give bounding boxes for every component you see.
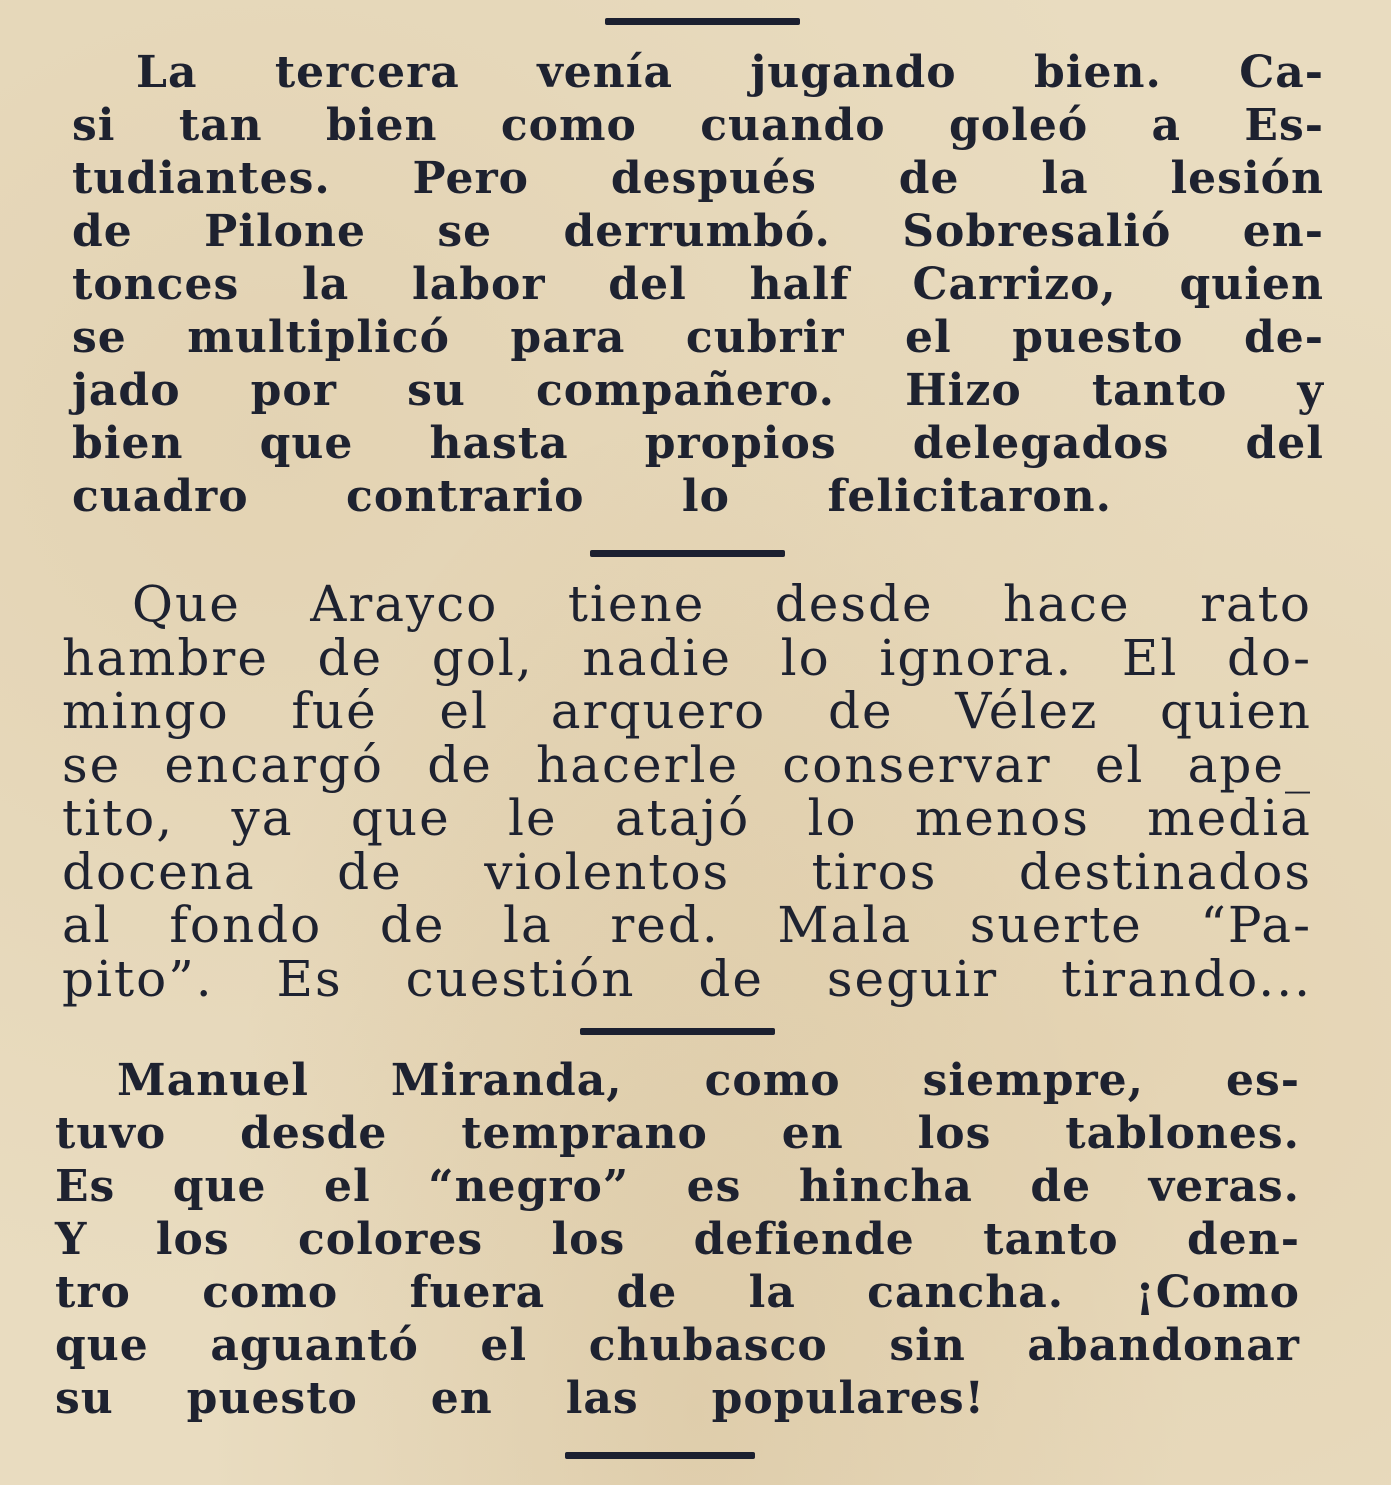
section-divider (590, 550, 785, 557)
text-line: jado por su compañero. Hizo tanto y (72, 365, 1324, 416)
text-line: cuadro contrario lo felicitaron. (72, 471, 1112, 522)
text-line: Y los colores los defiende tanto den- (55, 1214, 1300, 1265)
text-line: su puesto en las populares! (55, 1373, 985, 1424)
text-line: Es que el “negro” es hincha de veras. (55, 1161, 1300, 1212)
text-line: tudiantes. Pero después de la lesión (72, 153, 1324, 204)
text-line: de Pilone se derrumbó. Sobresalió en- (72, 206, 1324, 257)
text-line: al fondo de la red. Mala suerte “Pa- (62, 896, 1312, 954)
text-line: docena de violentos tiros destinados (62, 842, 1312, 901)
text-line: bien que hasta propios delegados del (72, 418, 1324, 469)
text-line: Que Arayco tiene desde hace rato (132, 575, 1312, 633)
section-divider (565, 1452, 755, 1459)
paragraph-manuel-miranda (55, 1054, 1300, 1425)
text-line: Manuel Miranda, como siempre, es- (117, 1055, 1300, 1106)
text-line: se multiplicó para cubrir el puesto de- (72, 312, 1324, 363)
text-line: tuvo desde temprano en los tablones. (55, 1108, 1300, 1159)
section-divider (605, 18, 800, 25)
text-line: tro como fuera de la cancha. ¡Como (55, 1267, 1300, 1318)
text-line: La tercera venía jugando bien. Ca- (136, 47, 1324, 98)
text-line: mingo fué el arquero de Vélez quien (62, 682, 1312, 740)
text-line: que aguantó el chubasco sin abandonar (55, 1320, 1300, 1371)
text-line: hambre de gol, nadie lo ignora. El do- (62, 628, 1312, 687)
cut-off-text-fragment (180, 1470, 1180, 1485)
text-line: pito”. Es cuestión de seguir tirando... (62, 949, 1312, 1008)
text-line: si tan bien como cuando goleó a Es- (72, 100, 1324, 151)
paragraph-la-tercera (72, 46, 1324, 523)
paragraph-arayco (62, 575, 1312, 1008)
section-divider (580, 1028, 775, 1035)
text-line: tito, ya que le atajó lo menos media (62, 789, 1312, 847)
text-line: se encargó de hacerle conservar el ape_ (62, 735, 1312, 794)
text-line: tonces la labor del half Carrizo, quien (72, 259, 1324, 310)
